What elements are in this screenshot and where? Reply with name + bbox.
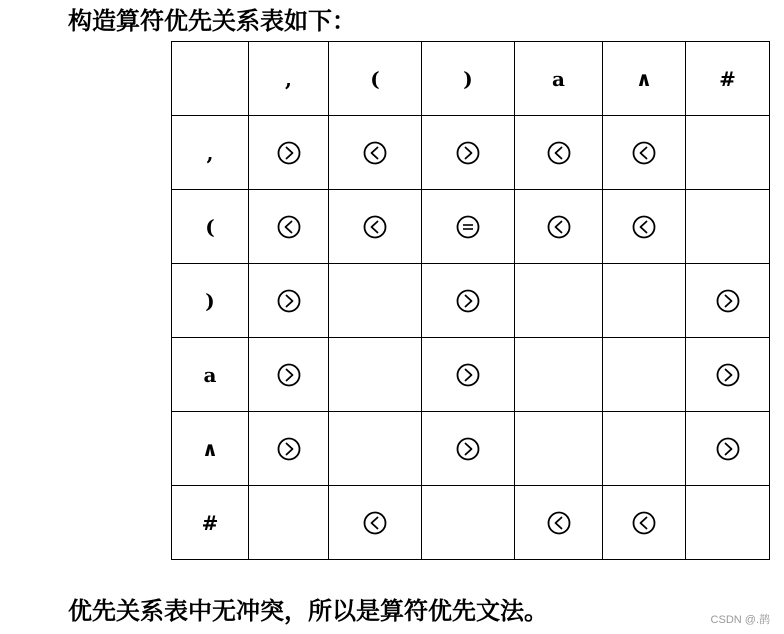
- relation-cell: [686, 190, 770, 264]
- relation-cell: [422, 486, 515, 560]
- relation-cell: [515, 338, 603, 412]
- row-header: ,: [172, 116, 249, 190]
- circled-less-than-icon: [632, 215, 656, 239]
- relation-cell: [249, 412, 329, 486]
- row-header: #: [172, 486, 249, 560]
- relation-cell: [422, 338, 515, 412]
- relation-cell: [603, 264, 686, 338]
- column-header: ): [422, 42, 515, 116]
- column-header: ,: [249, 42, 329, 116]
- relation-cell: [329, 190, 422, 264]
- column-header: ∧: [603, 42, 686, 116]
- relation-cell: [515, 486, 603, 560]
- relation-cell: [603, 190, 686, 264]
- corner-cell: [172, 42, 249, 116]
- table-row: [172, 116, 770, 190]
- circled-less-than-icon: [363, 511, 387, 535]
- conclusion-text: 优先关系表中无冲突，所以是算符优先文法。: [68, 596, 548, 625]
- relation-cell: [249, 338, 329, 412]
- relation-cell: [515, 190, 603, 264]
- relation-cell: [686, 412, 770, 486]
- circled-less-than-icon: [632, 511, 656, 535]
- circled-greater-than-icon: [456, 437, 480, 461]
- column-header: #: [686, 42, 770, 116]
- circled-less-than-icon: [547, 511, 571, 535]
- relation-cell: [422, 264, 515, 338]
- relation-cell: [686, 264, 770, 338]
- relation-cell: [603, 338, 686, 412]
- relation-cell: [603, 116, 686, 190]
- column-header: a: [515, 42, 603, 116]
- relation-cell: [329, 412, 422, 486]
- relation-cell: [422, 116, 515, 190]
- circled-less-than-icon: [363, 215, 387, 239]
- circled-greater-than-icon: [456, 289, 480, 313]
- relation-cell: [515, 412, 603, 486]
- circled-equals-icon: [456, 215, 480, 239]
- relation-cell: [686, 486, 770, 560]
- circled-greater-than-icon: [716, 437, 740, 461]
- relation-cell: [515, 116, 603, 190]
- precedence-table: [171, 41, 770, 560]
- table-row: [172, 190, 770, 264]
- relation-cell: [249, 116, 329, 190]
- relation-cell: [603, 486, 686, 560]
- circled-greater-than-icon: [716, 289, 740, 313]
- table-row: [172, 412, 770, 486]
- circled-greater-than-icon: [456, 363, 480, 387]
- circled-less-than-icon: [363, 141, 387, 165]
- circled-greater-than-icon: [456, 141, 480, 165]
- circled-less-than-icon: [632, 141, 656, 165]
- relation-cell: [329, 486, 422, 560]
- row-header: ): [172, 264, 249, 338]
- relation-cell: [422, 190, 515, 264]
- heading: 构造算符优先关系表如下：: [68, 6, 356, 35]
- table-row: [172, 486, 770, 560]
- relation-cell: [603, 412, 686, 486]
- relation-cell: [329, 264, 422, 338]
- circled-less-than-icon: [547, 141, 571, 165]
- relation-cell: [515, 264, 603, 338]
- relation-cell: [249, 190, 329, 264]
- table-row: [172, 338, 770, 412]
- relation-cell: [422, 412, 515, 486]
- relation-cell: [329, 116, 422, 190]
- relation-cell: [686, 116, 770, 190]
- table-row: [172, 264, 770, 338]
- relation-cell: [249, 486, 329, 560]
- relation-cell: [249, 264, 329, 338]
- circled-less-than-icon: [547, 215, 571, 239]
- circled-greater-than-icon: [716, 363, 740, 387]
- relation-cell: [686, 338, 770, 412]
- row-header: ∧: [172, 412, 249, 486]
- watermark: CSDN @.鹊: [710, 614, 770, 626]
- row-header: (: [172, 190, 249, 264]
- circled-greater-than-icon: [277, 437, 301, 461]
- circled-greater-than-icon: [277, 363, 301, 387]
- column-header: (: [329, 42, 422, 116]
- header-row: [172, 42, 770, 116]
- circled-less-than-icon: [277, 215, 301, 239]
- circled-greater-than-icon: [277, 289, 301, 313]
- row-header: a: [172, 338, 249, 412]
- circled-greater-than-icon: [277, 141, 301, 165]
- relation-cell: [329, 338, 422, 412]
